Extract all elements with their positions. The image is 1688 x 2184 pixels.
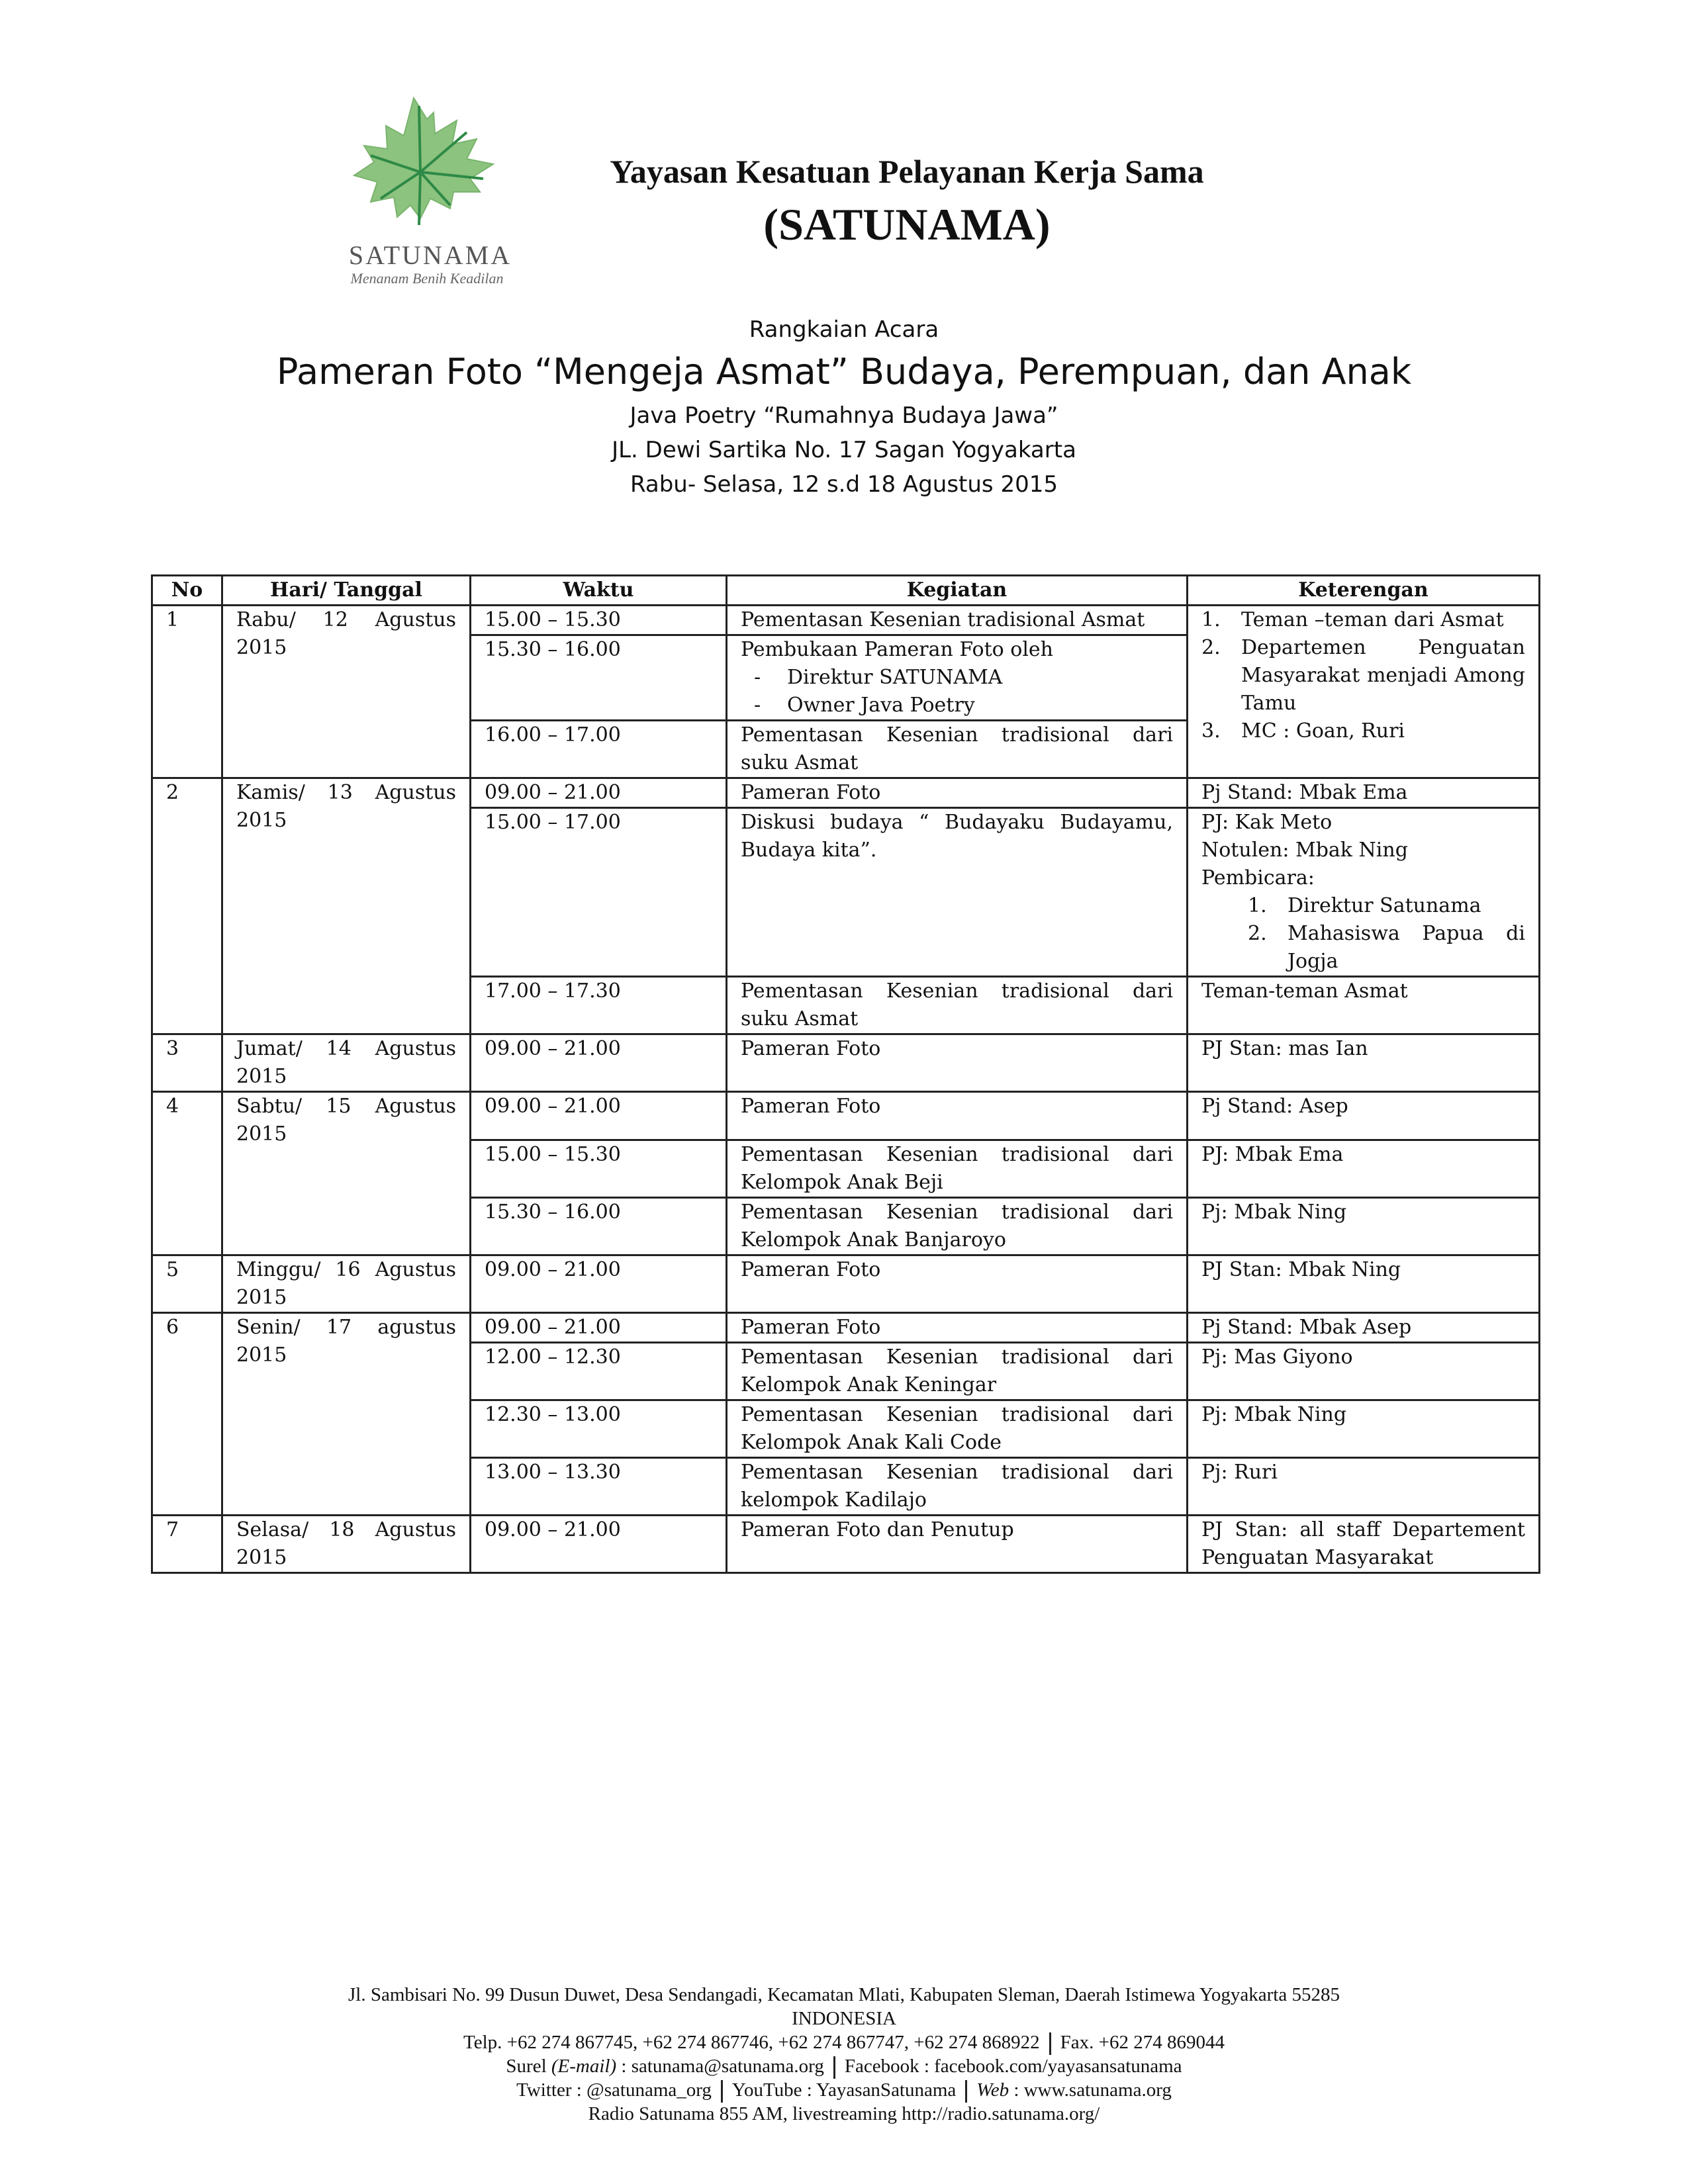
row-day: Minggu/ 16 Agustus 2015 — [222, 1255, 471, 1313]
table-row — [152, 1255, 1540, 1313]
row-notes: Pj Stand: Mbak Asep — [1188, 1313, 1540, 1343]
event-series: Rangkaian Acara — [749, 316, 939, 343]
row-notes: PJ: Kak Meto Notulen: Mbak Ning Pembicara: 1. Direktur Satunama 2. Mahasiswa Papua di Jogja — [1188, 808, 1540, 977]
footer-email[interactable]: : satunama@satunama.org — [621, 2056, 824, 2077]
row-time: 15.00 – 15.30 — [471, 1140, 727, 1198]
row-notes: Teman-teman Asmat — [1188, 977, 1540, 1034]
row-time: 09.00 – 21.00 — [471, 1313, 727, 1343]
org-abbr: (SATUNAMA) — [763, 199, 1051, 250]
row-no: 5 — [152, 1255, 222, 1313]
row-time: 16.00 – 17.00 — [471, 721, 727, 778]
row-activity: Pementasan Kesenian tradisional Asmat — [727, 606, 1188, 635]
row-activity: Pementasan Kesenian tradisional dari Kelompok Anak Beji — [727, 1140, 1188, 1198]
row-no: 1 — [152, 606, 222, 778]
logo-tagline: Menanam Benih Keadilan — [350, 270, 504, 287]
footer-facebook[interactable]: Facebook : facebook.com/yayasansatunama — [844, 2056, 1182, 2077]
org-name: Yayasan Kesatuan Pelayanan Kerja Sama — [610, 153, 1204, 190]
row-day: Jumat/ 14 Agustus 2015 — [222, 1034, 471, 1092]
footer-fax: Fax. +62 274 869044 — [1060, 2032, 1225, 2053]
satunama-logo — [305, 93, 543, 291]
col-header-day: Hari/ Tanggal — [222, 576, 471, 606]
row-notes: Pj: Mbak Ning — [1188, 1400, 1540, 1458]
row-time: 09.00 – 21.00 — [471, 1034, 727, 1092]
schedule-table — [151, 574, 1540, 1574]
event-venue: Java Poetry “Rumahnya Budaya Jawa” — [630, 402, 1058, 429]
row-activity: Pameran Foto — [727, 1092, 1188, 1140]
row-activity: Pameran Foto — [727, 778, 1188, 808]
row-activity: Pementasan Kesenian tradisional dari kelompok Kadilajo — [727, 1458, 1188, 1516]
row-time: 09.00 – 21.00 — [471, 778, 727, 808]
row-time: 15.00 – 15.30 — [471, 606, 727, 635]
row-day: Rabu/ 12 Agustus 2015 — [222, 606, 471, 778]
activity-text: Pembukaan Pameran Foto oleh — [741, 638, 1054, 661]
footer-country: INDONESIA — [792, 2008, 896, 2029]
row-day: Kamis/ 13 Agustus 2015 — [222, 778, 471, 1034]
row-activity: Diskusi budaya “ Budayaku Budayamu, Budaya kita”. — [727, 808, 1188, 977]
row-time: 09.00 – 21.00 — [471, 1516, 727, 1573]
logo-name: SATUNAMA — [348, 240, 512, 270]
table-row — [152, 1092, 1540, 1140]
row-day: Senin/ 17 agustus 2015 — [222, 1313, 471, 1516]
footer-web-label: Web — [976, 2079, 1009, 2101]
row-activity: Pementasan Kesenian tradisional dari suku Asmat — [727, 977, 1188, 1034]
row-notes: PJ Stan: Mbak Ning — [1188, 1255, 1540, 1313]
row-activity: Pementasan Kesenian tradisional dari Kelompok Anak Banjaroyo — [727, 1198, 1188, 1255]
footer-contact-online — [0, 2054, 1688, 2079]
footer-address: Jl. Sambisari No. 99 Dusun Duwet, Desa Sendangadi, Kecamatan Mlati, Kabupaten Sleman, Daerah Istimewa Yogyakarta 55285 — [348, 1984, 1340, 2005]
event-address: JL. Dewi Sartika No. 17 Sagan Yogyakarta — [612, 437, 1076, 463]
row-time: 09.00 – 21.00 — [471, 1092, 727, 1140]
row-activity: Pameran Foto — [727, 1255, 1188, 1313]
footer-web[interactable]: : www.satunama.org — [1013, 2079, 1172, 2101]
event-title: Pameran Foto “Mengeja Asmat” Budaya, Perempuan, dan Anak — [276, 351, 1412, 392]
note-item: Departemen Penguatan Masyarakat menjadi Among Tamu — [1241, 636, 1525, 715]
note-line: PJ: Kak Meto — [1201, 811, 1333, 834]
activity-subitem: Owner Java Poetry — [787, 694, 975, 717]
row-time: 15.30 – 16.00 — [471, 1198, 727, 1255]
footer-email-italic: (E-mail) — [551, 2056, 617, 2077]
event-dates: Rabu- Selasa, 12 s.d 18 Agustus 2015 — [630, 471, 1058, 498]
row-notes: Pj: Ruri — [1188, 1458, 1540, 1516]
footer-contact-phone — [0, 2030, 1688, 2055]
table-header-row — [152, 576, 1540, 606]
row-day: Sabtu/ 15 Agustus 2015 — [222, 1092, 471, 1255]
row-activity: Pementasan Kesenian tradisional dari Kelompok Anak Kali Code — [727, 1400, 1188, 1458]
row-notes: PJ Stan: mas Ian — [1188, 1034, 1540, 1092]
row-notes: Pj Stand: Mbak Ema — [1188, 778, 1540, 808]
col-header-time: Waktu — [471, 576, 727, 606]
row-activity: Pameran Foto — [727, 1313, 1188, 1343]
row-time: 13.00 – 13.30 — [471, 1458, 727, 1516]
table-row — [152, 1516, 1540, 1573]
row-no: 3 — [152, 1034, 222, 1092]
note-item: Mahasiswa Papua di Jogja — [1288, 922, 1525, 973]
row-activity: Pameran Foto — [727, 1034, 1188, 1092]
row-notes: 1. Teman –teman dari Asmat 2. Departemen Penguatan Masyarakat menjadi Among Tamu 3. MC : Goan, Ruri — [1188, 606, 1540, 778]
footer-phone: Telp. +62 274 867745, +62 274 867746, +62 274 867747, +62 274 868922 — [463, 2032, 1040, 2053]
row-notes: Pj Stand: Asep — [1188, 1092, 1540, 1140]
table-row — [152, 1313, 1540, 1343]
row-time: 12.30 – 13.00 — [471, 1400, 727, 1458]
maple-leaf-icon — [334, 93, 513, 238]
note-item: Teman –teman dari Asmat — [1241, 608, 1504, 631]
col-header-no: No — [152, 576, 222, 606]
col-header-notes: Keterengan — [1188, 576, 1540, 606]
footer-twitter[interactable]: Twitter : @satunama_org — [516, 2079, 712, 2101]
row-activity: Pembukaan Pameran Foto oleh - Direktur SATUNAMA - Owner Java Poetry — [727, 635, 1188, 721]
row-day: Selasa/ 18 Agustus 2015 — [222, 1516, 471, 1573]
note-line: Pembicara: — [1201, 866, 1315, 889]
note-item: Direktur Satunama — [1288, 894, 1481, 917]
row-time: 12.00 – 12.30 — [471, 1343, 727, 1400]
table-row — [152, 778, 1540, 808]
row-activity: Pameran Foto dan Penutup — [727, 1516, 1188, 1573]
row-activity: Pementasan Kesenian tradisional dari Kelompok Anak Keningar — [727, 1343, 1188, 1400]
note-item: MC : Goan, Ruri — [1241, 719, 1405, 743]
row-time: 15.00 – 17.00 — [471, 808, 727, 977]
row-no: 7 — [152, 1516, 222, 1573]
row-time: 09.00 – 21.00 — [471, 1255, 727, 1313]
row-time: 15.30 – 16.00 — [471, 635, 727, 721]
row-notes: PJ: Mbak Ema — [1188, 1140, 1540, 1198]
table-row — [152, 606, 1540, 635]
footer-email-label: Surel — [506, 2056, 547, 2077]
row-no: 2 — [152, 778, 222, 1034]
col-header-activity: Kegiatan — [727, 576, 1188, 606]
note-line: Notulen: Mbak Ning — [1201, 839, 1408, 862]
table-row — [152, 1034, 1540, 1092]
footer-radio: Radio Satunama 855 AM, livestreaming http://radio.satunama.org/ — [588, 2103, 1100, 2124]
row-notes: Pj: Mbak Ning — [1188, 1198, 1540, 1255]
footer-social — [0, 2078, 1688, 2103]
row-notes: Pj: Mas Giyono — [1188, 1343, 1540, 1400]
row-notes: PJ Stan: all staff Departement Penguatan Masyarakat — [1188, 1516, 1540, 1573]
row-no: 6 — [152, 1313, 222, 1516]
row-time: 17.00 – 17.30 — [471, 977, 727, 1034]
footer-youtube[interactable]: YouTube : YayasanSatunama — [731, 2079, 957, 2101]
activity-subitem: Direktur SATUNAMA — [787, 666, 1003, 689]
row-no: 4 — [152, 1092, 222, 1255]
row-activity: Pementasan Kesenian tradisional dari suku Asmat — [727, 721, 1188, 778]
